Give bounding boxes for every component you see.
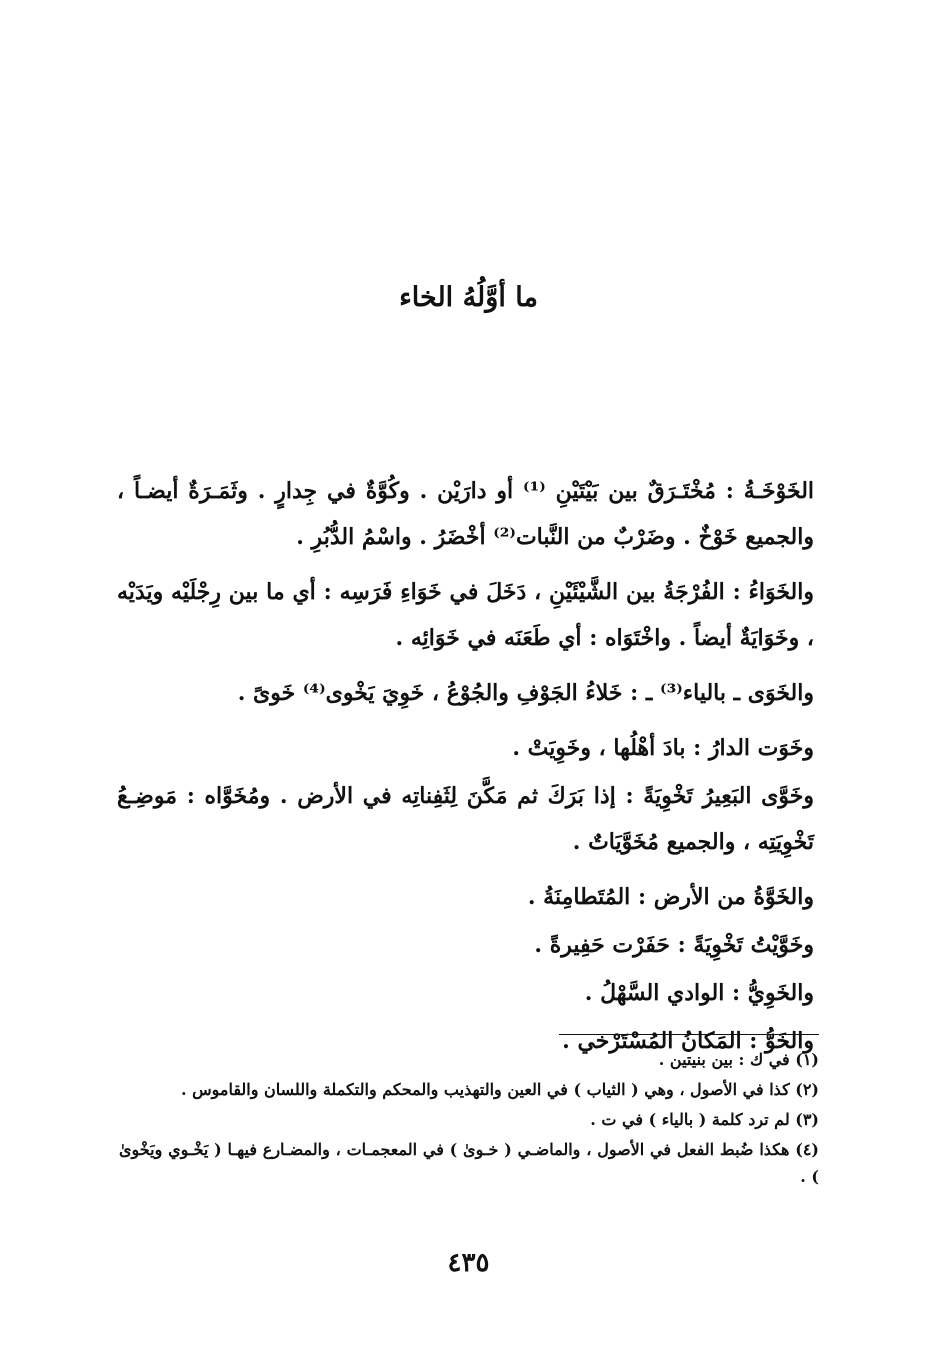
paragraph-khawa-bil-ya: والخَوَى ـ بالياء⁽³⁾ ـ : خَلاءُ الجَوْفِ والجُوْعُ ، خَوِيَ يَخْوى⁽⁴⁾ خَوىً . bbox=[237, 680, 814, 706]
footnote-2: (٢) كذا في الأصول ، وهي ( الثياب ) في العين والتهذيب والمحكم والتكملة واللسان والقاموس . bbox=[180, 1080, 819, 1099]
page-number: ٤٣٥ bbox=[447, 1248, 490, 1278]
paragraph-khawat-al-dar: وخَوَت الدارُ : بادَ أهْلُها ، وخَوِيَتْ . bbox=[512, 735, 814, 761]
footnotes bbox=[119, 1046, 819, 1193]
main-text bbox=[117, 468, 832, 1066]
paragraph-khawwa-al-bair: وخَوَّى البَعِيرُ تَخْوِيَةً : إذا بَرَكَ ثم مَكَّنَ لِثَفِناتِه في الأرض . ومُخَوَّاه : مَوضِـعُ تَخْوِيَتِه ، والجميع مُخَوَّيَاتٌ . bbox=[117, 783, 814, 855]
paragraph-al-khawwa: والخَوَّةُ من الأرض : المُتَطامِنَةُ . bbox=[527, 884, 814, 910]
paragraph-khawwaytu: وخَوَّيْتُ تَخْوِيَةً : حَفَرْت حَفِيرةً . bbox=[534, 932, 814, 958]
paragraph-al-khaww: والخَوُّ : المَكانُ المُسْتَرْخي . bbox=[562, 1028, 814, 1054]
chapter-title: ما أوَّلُهُ الخاء bbox=[399, 282, 538, 313]
footnote-3: (٣) لم ترد كلمة ( بالياء ) في ت . bbox=[590, 1110, 819, 1129]
footnote-separator bbox=[559, 1034, 819, 1035]
paragraph-khawkha: الخَوْخَـةُ : مُخْتَـرَقٌ بين بَيْتَيْنِ ⁽¹⁾ أو دارَيْن . وكُوَّةٌ في جِدارٍ . وثَمَـرَةٌ أيضـاً ، والجميع خَوْخٌ . وضَرْبٌ من النَّبات⁽²⁾ أخْضَرُ . واسْمُ الدُّبُرِ . bbox=[117, 478, 815, 550]
paragraph-al-khawiyy: والخَوِيُّ : الوادي السَّهْلُ . bbox=[584, 980, 814, 1006]
footnote-1: (١) في ك : بين بنيتين . bbox=[658, 1050, 819, 1069]
footnote-4: (٤) هكذا ضُبط الفعل في الأصول ، والماضـي ( خـوىٰ ) في المعجمـات ، والمضـارع فيهـا ( يَخْـوي ويَخْوىٰ ) . bbox=[119, 1140, 819, 1186]
paragraph-khawa: والخَوَاءُ : الفُرْجَةُ بين الشَّيْئَيْنِ ، دَخَلَ في خَوَاءِ فَرَسِه : أي ما بين رِجْلَيْه ويَدَيْه ، وخَوَايَةٌ أيضاً . واخْتَوَاه : أي طَعَنَه في خَوَائِه . bbox=[117, 579, 814, 651]
